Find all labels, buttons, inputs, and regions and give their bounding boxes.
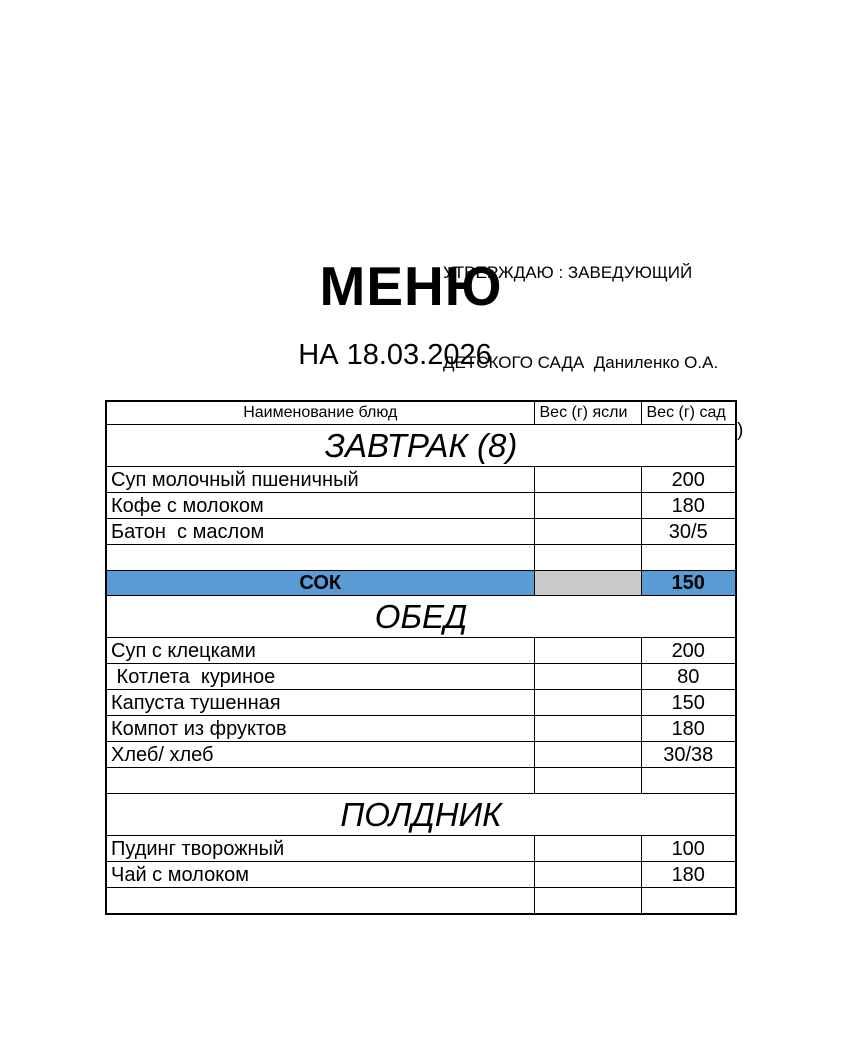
weight-yasli-cell	[534, 545, 641, 571]
weight-yasli-cell	[534, 888, 641, 915]
weight-yasli-cell	[534, 519, 641, 545]
weight-yasli-cell	[534, 493, 641, 519]
dish-name-cell: Суп с клецками	[106, 638, 534, 664]
dish-name-cell: Хлеб/ хлеб	[106, 742, 534, 768]
weight-yasli-cell	[534, 664, 641, 690]
section-title: ОБЕД	[106, 596, 736, 638]
column-header-sad: Вес (г) сад	[641, 401, 736, 425]
dish-row	[106, 742, 736, 768]
weight-yasli-cell	[534, 467, 641, 493]
highlight-row	[106, 571, 736, 596]
section-row	[106, 794, 736, 836]
weight-sad-cell: 180	[641, 862, 736, 888]
menu-date: НА 18.03.2026	[298, 339, 492, 371]
section-row	[106, 596, 736, 638]
table-header-row	[106, 401, 736, 425]
weight-sad-cell: 200	[641, 638, 736, 664]
section-row	[106, 425, 736, 467]
weight-sad-cell	[641, 768, 736, 794]
dish-name-cell	[106, 768, 534, 794]
dish-name-cell: СОК	[106, 571, 534, 596]
section-title: ЗАВТРАК (8)	[106, 425, 736, 467]
dish-name-cell	[106, 888, 534, 915]
dish-name-cell: Чай с молоком	[106, 862, 534, 888]
weight-sad-cell: 150	[641, 571, 736, 596]
dish-name-cell: Пудинг творожный	[106, 836, 534, 862]
weight-sad-cell: 30/5	[641, 519, 736, 545]
dish-row	[106, 836, 736, 862]
dish-row	[106, 519, 736, 545]
dish-row	[106, 690, 736, 716]
dish-row	[106, 638, 736, 664]
weight-sad-cell: 100	[641, 836, 736, 862]
dish-row	[106, 862, 736, 888]
weight-yasli-cell	[534, 690, 641, 716]
weight-yasli-cell	[534, 638, 641, 664]
weight-sad-cell: 30/38	[641, 742, 736, 768]
weight-sad-cell	[641, 545, 736, 571]
menu-table-body	[106, 401, 736, 914]
weight-sad-cell	[641, 888, 736, 915]
section-title: ПОЛДНИК	[106, 794, 736, 836]
empty-row	[106, 545, 736, 571]
empty-row	[106, 768, 736, 794]
dish-name-cell: Батон с маслом	[106, 519, 534, 545]
menu-table	[105, 400, 737, 915]
weight-yasli-cell	[534, 768, 641, 794]
dish-name-cell: Кофе с молоком	[106, 493, 534, 519]
column-header-name: Наименование блюд	[106, 401, 534, 425]
weight-yasli-cell	[534, 571, 641, 596]
weight-sad-cell: 180	[641, 493, 736, 519]
weight-yasli-cell	[534, 742, 641, 768]
approval-line-1: УТВЕРЖДАЮ : ЗАВЕДУЮЩИЙ	[443, 263, 693, 282]
column-header-yasli: Вес (г) ясли	[534, 401, 641, 425]
approval-line-2: ДЕТСКОГО САДА Даниленко О.А.	[443, 353, 719, 372]
dish-row	[106, 664, 736, 690]
dish-name-cell: Котлета куриное	[106, 664, 534, 690]
dish-name-cell	[106, 545, 534, 571]
empty-row	[106, 888, 736, 915]
dish-name-cell: Компот из фруктов	[106, 716, 534, 742]
menu-title: МЕНЮ	[319, 255, 503, 317]
dish-name-cell: Капуста тушенная	[106, 690, 534, 716]
dish-row	[106, 493, 736, 519]
dish-name-cell: Суп молочный пшеничный	[106, 467, 534, 493]
weight-sad-cell: 80	[641, 664, 736, 690]
dish-row	[106, 716, 736, 742]
weight-sad-cell: 200	[641, 467, 736, 493]
weight-yasli-cell	[534, 836, 641, 862]
weight-sad-cell: 150	[641, 690, 736, 716]
weight-yasli-cell	[534, 862, 641, 888]
weight-sad-cell: 180	[641, 716, 736, 742]
dish-row	[106, 467, 736, 493]
weight-yasli-cell	[534, 716, 641, 742]
stray-paren-text: )	[737, 420, 744, 441]
